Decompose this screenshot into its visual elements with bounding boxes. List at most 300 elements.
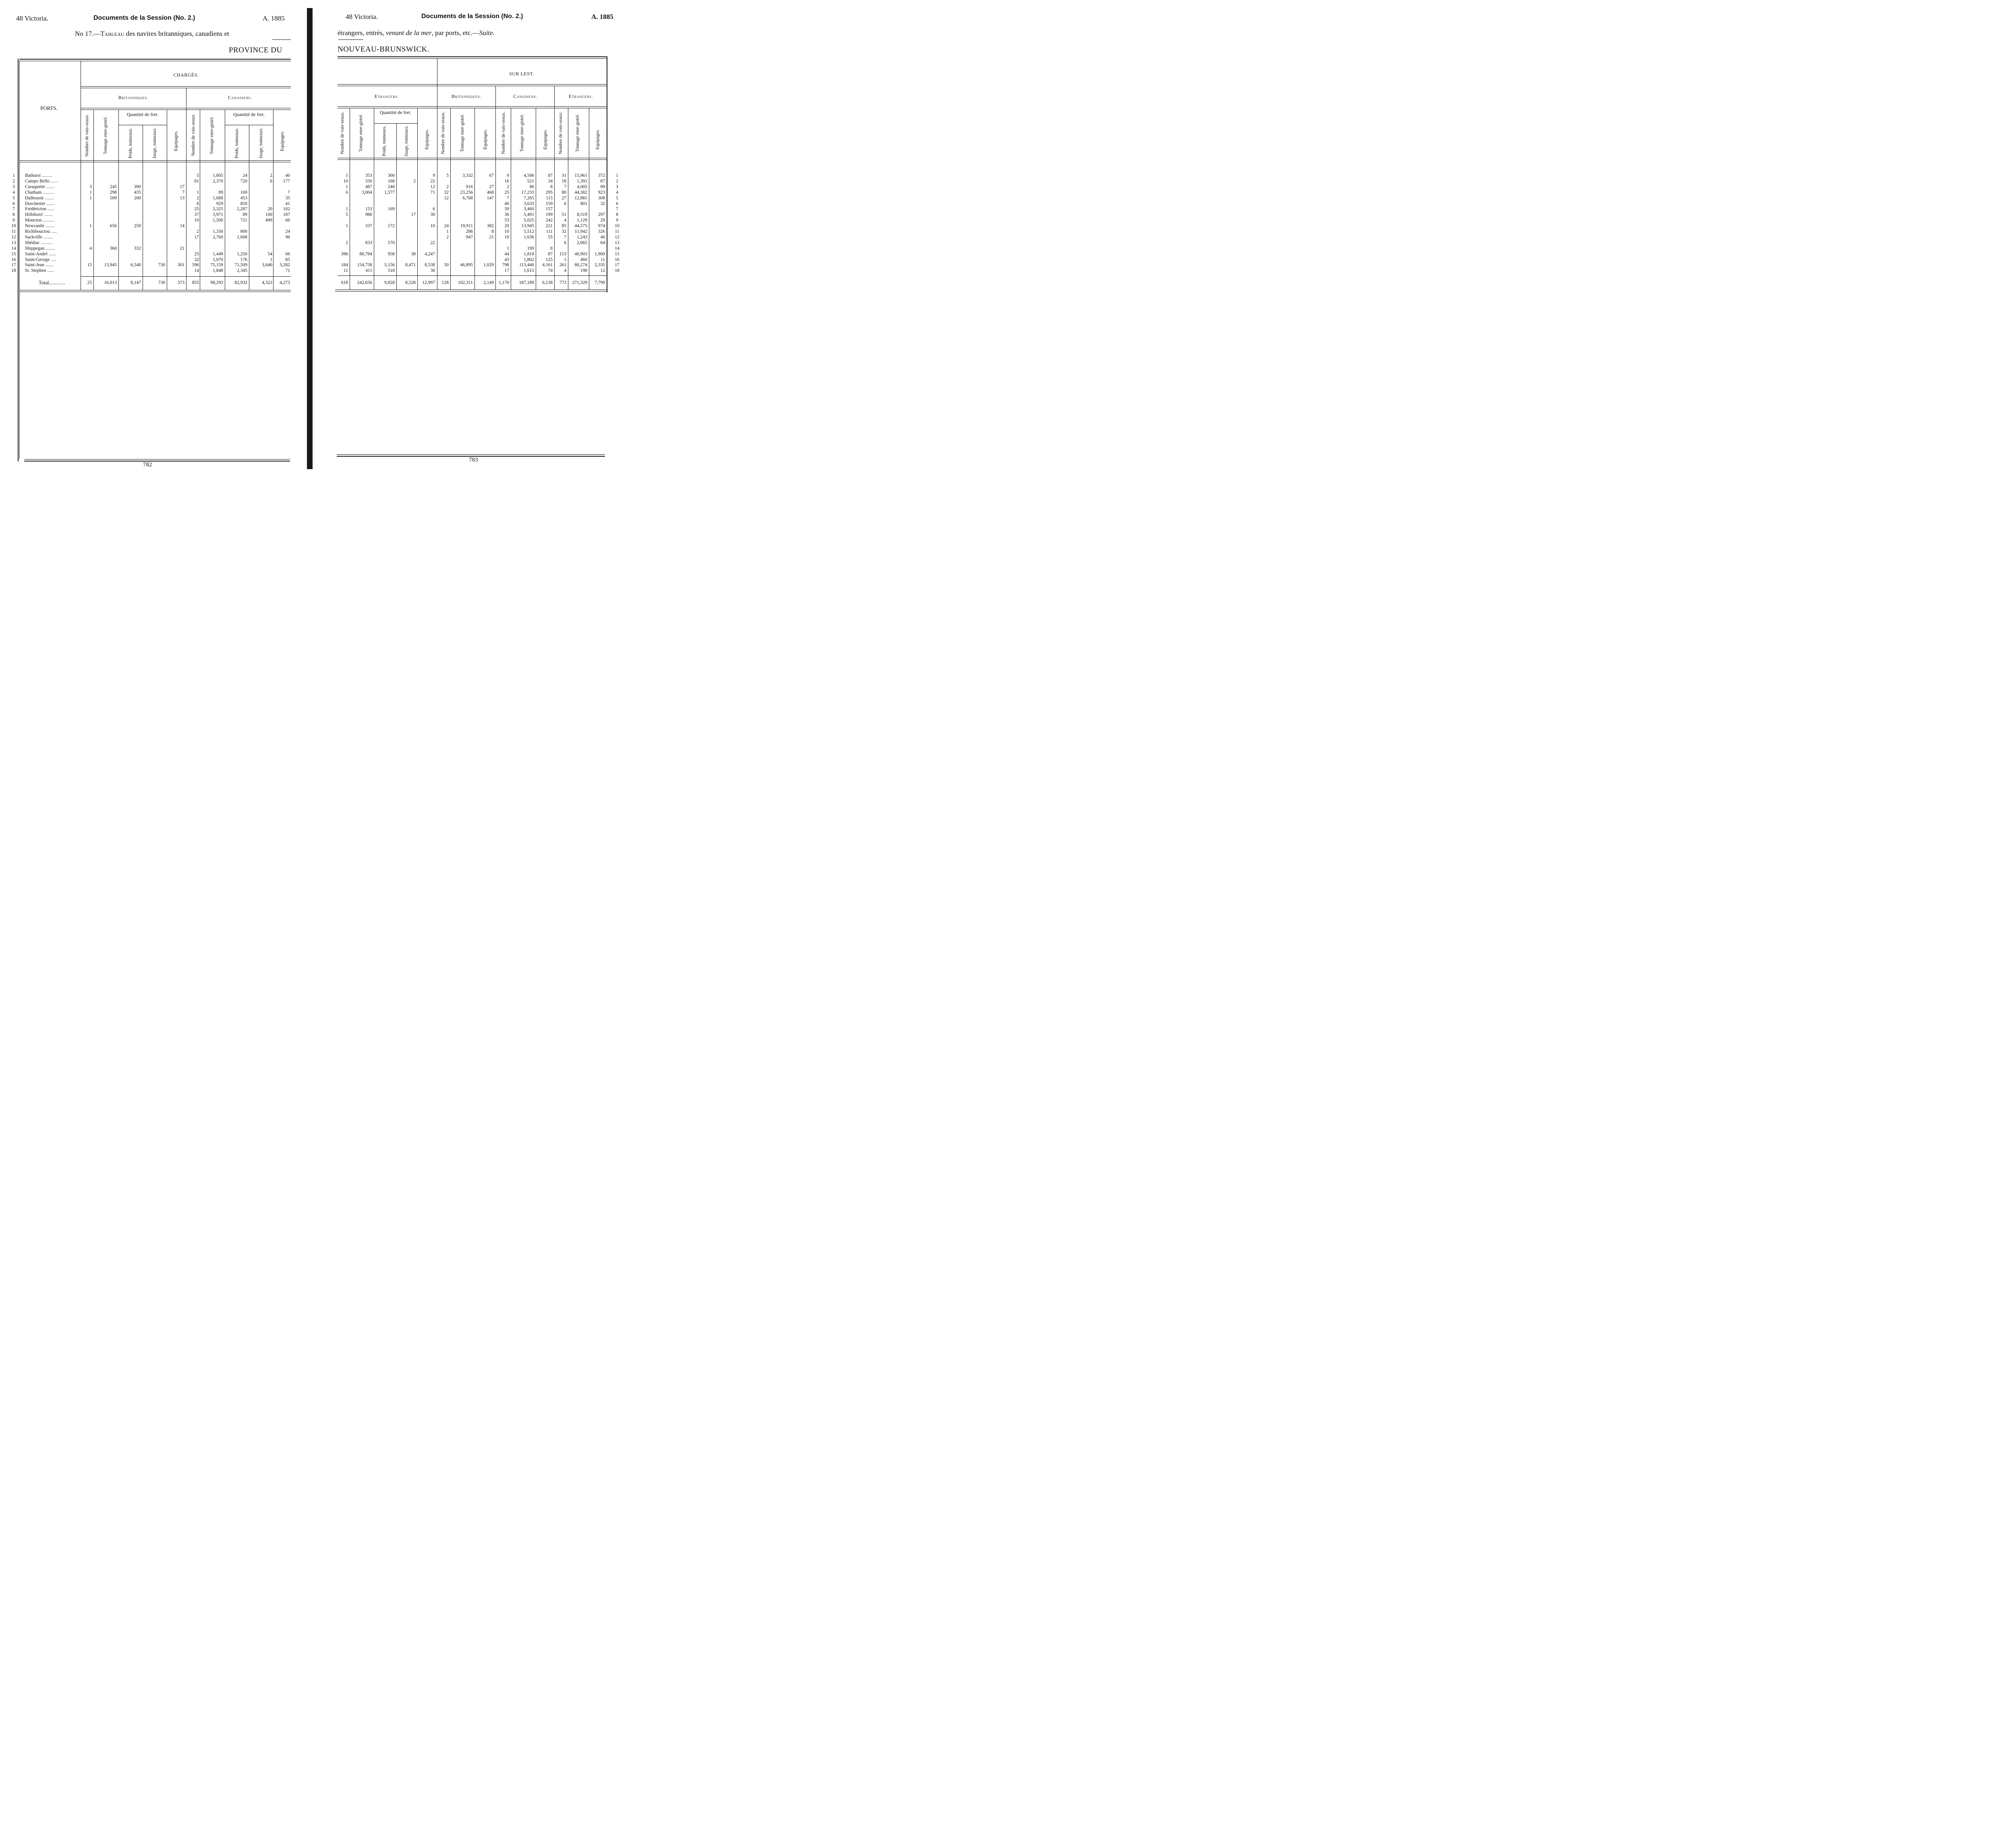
line-number: 17 (615, 263, 620, 268)
line-number: 4 (12, 190, 15, 195)
province-heading: PROVINCE DU (229, 46, 282, 54)
table-cell: 240 (387, 184, 395, 189)
table-cell: 87 (548, 251, 553, 257)
table-title-continued: étrangers, entrés, venant de la mer, par ports, etc.—Suite. (338, 29, 495, 37)
table-cell: 2 (346, 240, 348, 245)
table-cell: 40 (504, 201, 509, 206)
table-cell: 8 (197, 201, 199, 206)
page-number: 783 (469, 457, 478, 463)
port-name-text: Shippegan (25, 246, 45, 251)
table-cell: 12 (430, 184, 435, 189)
table-cell: 27 (562, 195, 566, 201)
table-cell: 332 (134, 246, 141, 251)
port-name-text: Bathurst (25, 173, 41, 178)
table-cell: 35 (285, 195, 290, 201)
table-cell: 3,460 (524, 207, 534, 212)
line-number: 1 (12, 173, 15, 178)
table-cell: 656 (110, 223, 117, 229)
port-name (25, 196, 54, 201)
province-heading: NOUVEAU-BRUNSWICK. (338, 45, 430, 54)
table-cell: 7 (182, 190, 184, 195)
table-cell: 199 (527, 246, 534, 251)
table-cell: 297 (598, 212, 605, 217)
line-number: 12 (615, 234, 620, 240)
table-cell: 18 (562, 178, 566, 184)
table-cell: 64 (600, 240, 605, 245)
table-cell: 521 (527, 178, 534, 184)
table-cell: 22 (430, 240, 435, 245)
table-cell: 2 (446, 184, 449, 189)
dot-leader: .......... (41, 190, 55, 195)
table-cell: 509 (110, 195, 117, 201)
table-cell: 24 (242, 173, 247, 178)
line-number: 6 (12, 201, 15, 206)
table-cell: 32 (562, 229, 566, 234)
line-number: 5 (616, 195, 618, 201)
table-cell: 187 (283, 212, 290, 217)
table-cell: 157 (545, 207, 553, 212)
dot-leader: ....... (45, 184, 54, 189)
table-cell: 15,961 (574, 173, 587, 178)
total-cell: 8,528 (405, 280, 416, 285)
table-cell: 1,243 (577, 234, 587, 240)
table-cell: 4 (564, 218, 566, 223)
table-cell: 19,911 (460, 223, 473, 229)
table-cell: 51 (562, 212, 566, 217)
table-top-rule (19, 59, 291, 60)
col-nombre-header: Nombre de vais-seaux (191, 114, 196, 156)
port-name (25, 257, 56, 263)
table-cell: 221 (545, 223, 553, 229)
total-cell: 6,138 (542, 280, 553, 285)
port-name (25, 246, 55, 251)
table-cell: 5 (346, 212, 348, 217)
table-cell: 25 (194, 251, 199, 257)
col-tonnage-header: Tonnage enre-gistré. (358, 114, 363, 152)
table-cell: 435 (134, 190, 141, 195)
table-cell: 1,250 (237, 251, 247, 257)
port-name-text: Saint-Jean (25, 263, 44, 268)
table-cell: 2,345 (237, 268, 247, 273)
table-cell: 17,233 (521, 190, 534, 195)
table-cell: 947 (466, 234, 473, 240)
table-cell: 720 (240, 178, 247, 184)
line-number: 15 (11, 251, 16, 257)
table-cell: 2,287 (237, 207, 247, 212)
port-name (25, 201, 54, 207)
table-cell: 11 (343, 268, 348, 273)
table-cell: 176 (240, 257, 247, 262)
table-cell: 1,802 (524, 257, 534, 262)
table-cell: 10 (504, 234, 509, 240)
table-cell: 46,895 (460, 263, 473, 268)
table-cell: 353 (365, 173, 372, 178)
table-cell: 1,848 (213, 268, 223, 273)
table-cell: 100 (240, 190, 247, 195)
table-cell: 40,903 (574, 251, 587, 257)
line-number: 7 (12, 207, 15, 212)
table-cell: 71 (430, 190, 435, 195)
total-cell: 618 (341, 280, 348, 285)
table-cell: 300 (387, 173, 395, 178)
port-name (25, 218, 54, 223)
table-cell: 1 (270, 257, 272, 262)
line-number: 10 (615, 223, 620, 229)
table-cell: 1 (89, 195, 92, 201)
line-number: 7 (616, 207, 618, 212)
total-cell: 4,322 (262, 280, 272, 285)
left-page (0, 0, 306, 478)
table-cell: 301 (177, 263, 184, 268)
table-cell: 50 (444, 263, 449, 268)
col-equipages-header: Equipages. (280, 130, 285, 151)
table-cell: 17 (194, 234, 199, 240)
table-cell: 168 (387, 178, 395, 184)
col-tonnage-header: Tonnage enre-gistré. (460, 114, 465, 152)
table-cell: 16 (504, 178, 509, 184)
table-cell: 518 (387, 268, 395, 273)
table-cell: 308 (598, 195, 605, 201)
col-poids-header: Poids, tonneaux. (128, 127, 133, 159)
line-number: 8 (616, 212, 618, 217)
header-center: Documents de la Session (No. 2.) (421, 13, 523, 20)
header-center: Documents de la Session (No. 2.) (93, 14, 195, 21)
table-cell: 43 (504, 257, 509, 262)
total-cell: 187,189 (519, 280, 534, 285)
table-cell: 14 (194, 268, 199, 273)
etrangers-header: Etrangers. (568, 93, 593, 99)
total-cell: 242,656 (357, 280, 372, 285)
table-cell: 7 (564, 234, 566, 240)
port-name-text: Caraquette (25, 184, 45, 189)
port-name-text: Newcastle (25, 223, 44, 229)
dot-leader: .......... (39, 240, 53, 245)
table-cell: 55 (548, 234, 553, 240)
table-cell: 6,540 (131, 263, 141, 268)
table-cell: 2 (270, 173, 272, 178)
port-name (25, 252, 56, 257)
table-cell: 2,760 (213, 234, 223, 240)
table-cell: 1,500 (213, 218, 223, 223)
table-cell: 7 (564, 184, 566, 189)
table-cell: 37 (194, 212, 199, 217)
ports-header: PORTS. (40, 105, 58, 111)
table-cell: 85 (562, 223, 566, 229)
port-name-text: Hillsboro' (25, 212, 44, 217)
table-cell: 11 (600, 257, 605, 262)
table-cell: 1,449 (213, 251, 223, 257)
total-cell: 128 (441, 280, 449, 285)
table-cell: 1,608 (237, 234, 247, 240)
table-cell: 1 (564, 257, 566, 262)
table-cell: 32 (600, 201, 605, 206)
table-cell: 3,635 (524, 201, 534, 206)
table-cell: 326 (598, 229, 605, 234)
port-name-text: Chatham (25, 190, 42, 195)
table-cell: 8 (550, 246, 553, 251)
table-cell: 198 (580, 268, 587, 273)
table-cell: 596 (192, 263, 199, 268)
col-nombre-header: Nombre de vais-seaux. (501, 112, 506, 154)
table-cell: 1,577 (384, 190, 395, 195)
table-cell: 1,029 (483, 263, 494, 268)
dot-leader: ........ (42, 234, 53, 240)
col-poids-header: Poids, tonneaux. (234, 127, 239, 159)
table-cell: 1 (446, 229, 449, 234)
table-cell: 453 (240, 195, 247, 201)
port-name-text: Richibouctou (25, 229, 50, 234)
table-cell: 2 (197, 229, 199, 234)
table-cell: 21 (489, 234, 494, 240)
col-jauge-header: Jauge, tonneaux. (152, 127, 157, 159)
col-equipages-header: Equipages. (425, 129, 429, 150)
port-name-text: Dorchester (25, 201, 46, 206)
table-cell: 1,129 (577, 218, 587, 223)
table-cell: 6 (270, 178, 272, 184)
table-cell: 89 (218, 190, 223, 195)
col-equipages-header: Equipages. (595, 129, 600, 150)
dot-leader: ....... (43, 212, 53, 217)
table-cell: 8,471 (405, 263, 416, 268)
table-cell: 360 (110, 246, 117, 251)
table-cell: 1,688 (213, 195, 223, 201)
line-number: 13 (615, 240, 620, 245)
table-cell: 2 (413, 178, 416, 184)
table-title: No 17.—Tableau des navires britanniques, canadiens et (75, 30, 229, 37)
table-cell: 550 (365, 178, 372, 184)
table-cell: 6 (346, 190, 348, 195)
total-cell: 2,149 (483, 280, 494, 285)
charges-header: CHARGÉS. (173, 72, 199, 78)
table-cell: 468 (487, 190, 494, 195)
fret-header: Quantité de fret. (126, 112, 159, 117)
port-name (25, 212, 53, 217)
table-cell: 1 (346, 223, 348, 229)
table-cell: 44,575 (574, 223, 587, 229)
table-cell: 798 (502, 263, 509, 268)
table-cell: 31 (562, 173, 566, 178)
table-cell: 86 (529, 184, 534, 189)
line-number: 16 (11, 257, 16, 262)
etrangers-header: Etrangers. (374, 93, 399, 99)
table-cell: 25 (504, 190, 509, 195)
table-cell: 2 (507, 184, 509, 189)
dot-leader: ........ (44, 246, 55, 251)
table-cell: 800 (240, 229, 247, 234)
table-cell: 17 (504, 268, 509, 273)
col-nombre-header: Nombre de vais-seaux. (85, 114, 89, 157)
table-cell: 916 (466, 184, 473, 189)
table-cell: 15 (87, 263, 92, 268)
table-cell: 32 (444, 190, 449, 195)
table-cell: 13,945 (521, 223, 534, 229)
header-right: A. 1885 (263, 14, 285, 22)
table-cell: 20 (504, 223, 509, 229)
sur-lest-header: SUR LEST. (509, 71, 534, 77)
port-name-text: Moncton (25, 218, 42, 223)
dot-leader: .......... (41, 218, 55, 223)
col-jauge-header: Jauge, tonneaux. (259, 127, 263, 159)
table-cell: 2 (446, 234, 449, 240)
table-cell: 1,615 (524, 268, 534, 273)
total-cell: 373 (177, 280, 184, 285)
table-cell: 411 (365, 268, 372, 273)
total-cell: 12,997 (422, 280, 435, 285)
table-cell: 30 (430, 268, 435, 273)
port-name (25, 235, 53, 240)
port-name (25, 190, 54, 195)
line-number: 5 (12, 195, 15, 201)
line-number: 1 (616, 173, 618, 178)
table-cell: 1 (89, 190, 92, 195)
table-cell: 12,881 (574, 195, 587, 201)
table-cell: 9 (433, 173, 435, 178)
table-cell: 4 (89, 246, 92, 251)
table-cell: 113,440 (519, 263, 534, 268)
total-cell: 98,293 (210, 280, 223, 285)
table-cell: 80,274 (574, 263, 587, 268)
table-cell: 8,519 (577, 212, 587, 217)
table-cell: 5,156 (384, 263, 395, 268)
col-nombre-header: Nombre de vais-seaux. (441, 112, 445, 154)
col-tonnage-header: Tonnage enre-gistré. (575, 114, 580, 152)
total-cell: 271,329 (572, 280, 587, 285)
table-cell: 5 (197, 173, 199, 178)
table-cell: 8 (491, 229, 494, 234)
table-cell: 8,538 (425, 263, 435, 268)
table-cell: 1 (346, 173, 348, 178)
table-cell: 4,005 (577, 184, 587, 189)
table-cell: 3 (89, 184, 92, 189)
total-cell: 4,273 (280, 280, 290, 285)
total-cell: 8,147 (131, 280, 141, 285)
table-cell: 30 (430, 212, 435, 217)
page-number: 782 (143, 461, 152, 468)
table-cell: 382 (487, 223, 494, 229)
port-name (25, 207, 54, 212)
col-tonnage-header: Tonnage enre-gistré. (103, 116, 108, 155)
table-cell: 3,971 (213, 212, 223, 217)
table-cell: 1,805 (213, 173, 223, 178)
table-cell: 8 (550, 184, 553, 189)
table-cell: 5,025 (524, 218, 534, 223)
table-cell: 20 (267, 207, 272, 212)
line-number: 3 (12, 184, 15, 189)
table-cell: 1,900 (595, 251, 605, 257)
line-number: 11 (615, 229, 620, 234)
table-cell: 40 (600, 234, 605, 240)
table-cell: 17 (180, 184, 184, 189)
table-cell: 44,382 (574, 190, 587, 195)
col-tonnage-header: Tonnage enre-gistré. (209, 116, 214, 155)
col-tonnage-header: Tonnage enre-gistré. (520, 114, 524, 152)
dot-leader: ......... (40, 173, 52, 178)
dot-leader: ...... (48, 251, 56, 257)
port-name-text: Campo Bello (25, 178, 50, 184)
line-number: 14 (615, 246, 620, 251)
table-cell: 12 (444, 195, 449, 201)
table-cell: 153 (559, 251, 566, 257)
table-cell: 7 (288, 190, 290, 195)
header-right: A. 1885 (591, 13, 613, 21)
table-cell: 38 (411, 251, 416, 257)
table-cell: 5,512 (524, 229, 534, 234)
table-cell: 6 (564, 201, 566, 206)
table-cell: 1,818 (524, 251, 534, 257)
title-rule (272, 39, 291, 40)
table-cell: 184 (341, 263, 348, 268)
table-cell: 2,335 (595, 263, 605, 268)
table-cell: 199 (545, 212, 553, 217)
col-poids-header: Poids, tonneaux. (382, 125, 387, 157)
table-cell: 1 (89, 223, 92, 229)
table-cell: 245 (110, 184, 117, 189)
dot-leader: ....... (44, 263, 54, 268)
table-cell: 6 (433, 207, 435, 212)
line-number: 13 (11, 240, 16, 245)
line-number: 3 (616, 184, 618, 189)
table-cell: 10 (430, 223, 435, 229)
table-cell: 41 (285, 201, 290, 206)
table-cell: 2,370 (213, 178, 223, 184)
table-cell: 147 (487, 195, 494, 201)
line-number: 9 (616, 218, 618, 223)
table-cell: 24 (285, 229, 290, 234)
table-cell: 261 (559, 263, 566, 268)
line-number: 14 (11, 246, 16, 251)
table-cell: 4 (564, 268, 566, 273)
table-cell: 71,509 (234, 263, 247, 268)
port-name (25, 268, 54, 273)
dot-leader: ...... (46, 207, 55, 212)
page-gutter (307, 8, 313, 469)
table-cell: 111 (546, 229, 553, 234)
table-cell: 6 (564, 240, 566, 245)
table-cell: 721 (240, 218, 247, 223)
table-cell: 9 (507, 173, 509, 178)
dot-leader: ..... (50, 229, 57, 234)
dot-leader: ........ (44, 195, 54, 201)
table-cell: 87 (600, 178, 605, 184)
table-cell: 32 (194, 257, 199, 262)
table-cell: 177 (283, 178, 290, 184)
table-cell: 24 (444, 223, 449, 229)
table-cell: 39 (504, 207, 509, 212)
table-cell: 337 (365, 223, 372, 229)
port-name-text: Saint-George (25, 257, 50, 262)
table-cell: 53 (504, 218, 509, 223)
table-cell: 1 (507, 246, 509, 251)
port-name-text: Sackville (25, 234, 42, 240)
table-cell: 460 (580, 257, 587, 262)
table-cell: 1,070 (213, 257, 223, 262)
table-cell: 10 (343, 178, 348, 184)
table-cell: 1,330 (213, 229, 223, 234)
table-cell: 74 (548, 268, 553, 273)
port-name (25, 173, 52, 178)
port-name (25, 240, 52, 246)
total-cell: 16,013 (104, 280, 117, 285)
table-cell: 2,665 (577, 240, 587, 245)
table-cell: 5 (446, 173, 449, 178)
table-cell: 1 (197, 190, 199, 195)
header-left: 48 Victoria. (16, 14, 48, 22)
port-name-text: Dalhousie (25, 195, 44, 201)
line-number: 10 (11, 223, 16, 229)
table-cell: 36 (504, 212, 509, 217)
line-number: 17 (11, 263, 16, 268)
port-name-text: Saint-André (25, 251, 48, 257)
